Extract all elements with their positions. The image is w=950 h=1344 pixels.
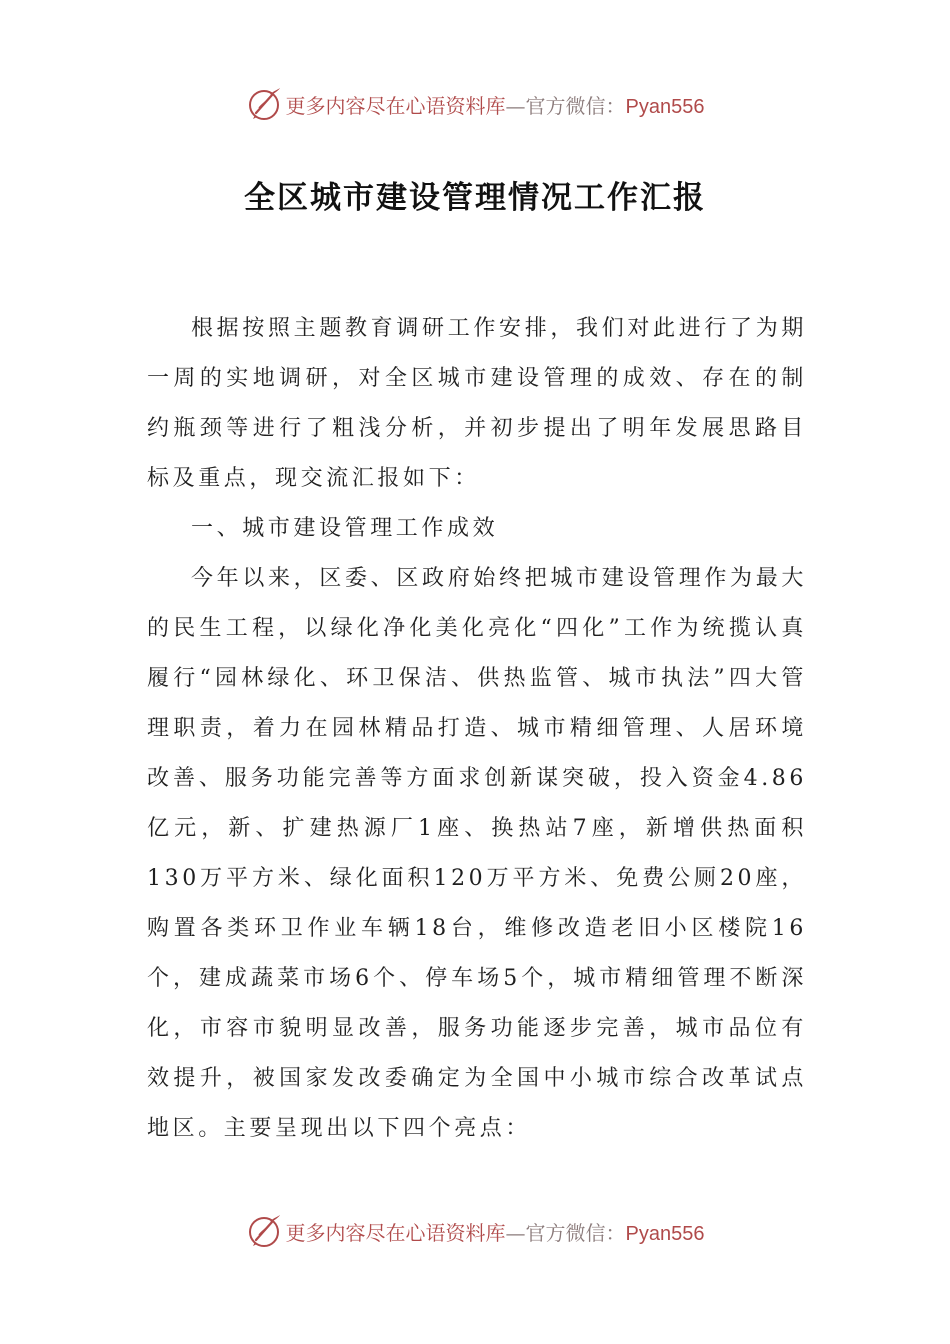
header-banner-text bbox=[286, 90, 705, 119]
footer-brand: 更多内容尽在心语资料库 bbox=[285, 1220, 506, 1245]
header-brand: 更多内容尽在心语资料库 bbox=[285, 93, 506, 118]
section-heading-1: 一、城市建设管理工作成效 bbox=[191, 516, 499, 541]
footer-wechat-id: Pyan556 bbox=[625, 1222, 705, 1245]
footer-official-label: 官方微信： bbox=[525, 1220, 626, 1245]
header-separator: — bbox=[505, 93, 526, 118]
paragraph-achievements: 今年以来，区委、区政府始终把城市建设管理作为最大的民生工程，以绿化净化美化亮化“四化”工作为统揽认真履行“园林绿化、环卫保洁、供热监管、城市执法”四大管理职责，着力在园林精品打造、城市精细管理、人居环境改善、服务功能完善等方面求创新谋突破，投入资金4.86亿元，新、扩建热源厂1座、换热站7座，新增供热面积130万平方米、绿化面积120万平方米、免费公厕20座，购置各类环卫作业车辆18台，维修改造老旧小区楼院16个，建成蔬菜市场6个、停车场5个，城市精细管理不断深化，市容市貌明显改善，服务功能逐步完善，城市品位有效提升，被国家发改委确定为全国中小城市综合改革试点地区。主要呈现出以下四个亮点： bbox=[147, 566, 807, 1141]
header-official-label: 官方微信： bbox=[525, 93, 626, 118]
document-title: 全区城市建设管理情况工作汇报 bbox=[244, 180, 706, 216]
header-banner bbox=[0, 82, 950, 126]
document-body bbox=[147, 304, 807, 1154]
footer-separator: — bbox=[505, 1220, 526, 1245]
quill-pen-logo-icon bbox=[246, 86, 282, 122]
quill-pen-logo-icon bbox=[246, 1213, 282, 1249]
footer-banner-text bbox=[286, 1217, 705, 1246]
header-wechat-id: Pyan556 bbox=[625, 95, 705, 118]
footer-banner bbox=[0, 1209, 950, 1253]
paragraph-intro: 根据按照主题教育调研工作安排，我们对此进行了为期一周的实地调研，对全区城市建设管理的成效、存在的制约瓶颈等进行了粗浅分析，并初步提出了明年发展思路目标及重点，现交流汇报如下： bbox=[147, 316, 807, 491]
